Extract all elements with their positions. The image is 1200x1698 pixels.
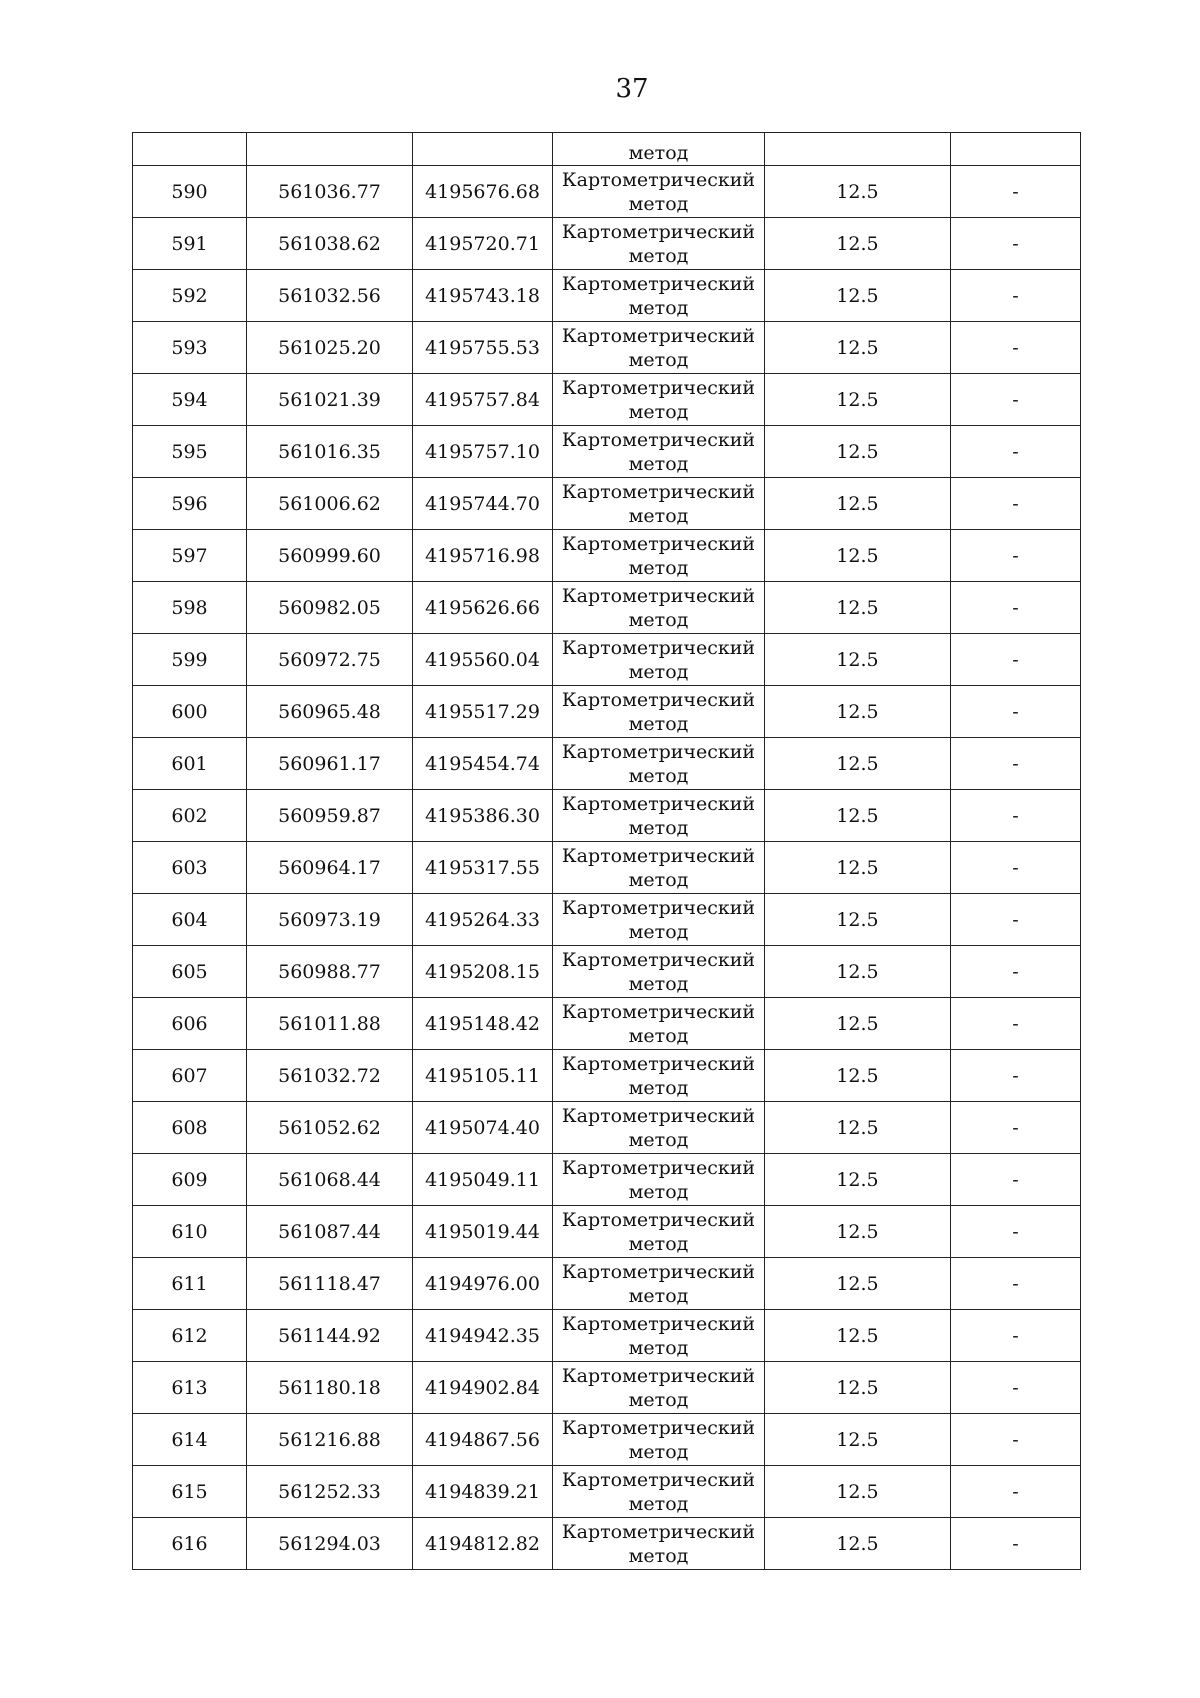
table-row	[133, 686, 1081, 738]
cell-note: -	[951, 1466, 1081, 1518]
table-row	[133, 270, 1081, 322]
cell-note: -	[951, 1362, 1081, 1414]
table-row	[133, 1466, 1081, 1518]
cell-method: Картометрический метод	[553, 894, 765, 946]
cell-x: 561052.62	[247, 1102, 413, 1154]
cell-accuracy: 12.5	[765, 1154, 951, 1206]
cell-accuracy: 12.5	[765, 1050, 951, 1102]
cell-note: -	[951, 270, 1081, 322]
cell-note: -	[951, 1154, 1081, 1206]
cell-y: 4195517.29	[413, 686, 553, 738]
cell-method: Картометрический метод	[553, 426, 765, 478]
table-row	[133, 1414, 1081, 1466]
cell-number: 596	[133, 478, 247, 530]
cell-y: 4195454.74	[413, 738, 553, 790]
cell-accuracy: 12.5	[765, 166, 951, 218]
cell-x: 560973.19	[247, 894, 413, 946]
cell-number: 592	[133, 270, 247, 322]
cell-x: 561021.39	[247, 374, 413, 426]
cell-x: 560988.77	[247, 946, 413, 998]
cell-x: 561032.72	[247, 1050, 413, 1102]
cell-method: Картометрический метод	[553, 530, 765, 582]
cell-number: 613	[133, 1362, 247, 1414]
cell-number: 615	[133, 1466, 247, 1518]
cell-method: Картометрический метод	[553, 1102, 765, 1154]
cell-accuracy: 12.5	[765, 1206, 951, 1258]
cell-y: 4195560.04	[413, 634, 553, 686]
cell-note: -	[951, 478, 1081, 530]
cell-number: 594	[133, 374, 247, 426]
cell-accuracy: 12.5	[765, 1362, 951, 1414]
cell-method: Картометрический метод	[553, 270, 765, 322]
cell-number: 591	[133, 218, 247, 270]
cell-accuracy: 12.5	[765, 322, 951, 374]
cell-note: -	[951, 1206, 1081, 1258]
table-row	[133, 1154, 1081, 1206]
cell-number: 606	[133, 998, 247, 1050]
cell-note: -	[951, 582, 1081, 634]
table-row	[133, 1102, 1081, 1154]
table-row	[133, 1258, 1081, 1310]
cell-y: 4195049.11	[413, 1154, 553, 1206]
cell-method: Картометрический метод	[553, 1362, 765, 1414]
cell-y: 4195755.53	[413, 322, 553, 374]
cell-accuracy: 12.5	[765, 634, 951, 686]
cell-x: 561118.47	[247, 1258, 413, 1310]
cell-note: -	[951, 1050, 1081, 1102]
cell-number: 593	[133, 322, 247, 374]
cell-number: 602	[133, 790, 247, 842]
table-row	[133, 582, 1081, 634]
cell-x: 560961.17	[247, 738, 413, 790]
cell-accuracy: 12.5	[765, 894, 951, 946]
cell-number: 597	[133, 530, 247, 582]
cell-note: -	[951, 946, 1081, 998]
cell-number: 616	[133, 1518, 247, 1570]
cell-note: -	[951, 1258, 1081, 1310]
cell-method: Картометрический метод	[553, 790, 765, 842]
cell-accuracy: 12.5	[765, 478, 951, 530]
cell-method: Картометрический метод	[553, 1050, 765, 1102]
table-row	[133, 998, 1081, 1050]
cell-accuracy: 12.5	[765, 842, 951, 894]
cell-note: -	[951, 894, 1081, 946]
cell-y: 4195105.11	[413, 1050, 553, 1102]
cell-note: -	[951, 634, 1081, 686]
cell-x: 561252.33	[247, 1466, 413, 1518]
cell-y: 4195386.30	[413, 790, 553, 842]
cell-accuracy: 12.5	[765, 270, 951, 322]
table-row	[133, 946, 1081, 998]
cell-y: 4195264.33	[413, 894, 553, 946]
table-row	[133, 1518, 1081, 1570]
cell-note: -	[951, 686, 1081, 738]
cell-accuracy: 12.5	[765, 998, 951, 1050]
cell-y: 4195208.15	[413, 946, 553, 998]
cell-note: -	[951, 1102, 1081, 1154]
cell-accuracy: 12.5	[765, 790, 951, 842]
cell-y: 4195676.68	[413, 166, 553, 218]
cell-y: 4195074.40	[413, 1102, 553, 1154]
table-row	[133, 478, 1081, 530]
cell-number: 604	[133, 894, 247, 946]
table-row	[133, 374, 1081, 426]
table-row	[133, 322, 1081, 374]
cell-y: 4195757.84	[413, 374, 553, 426]
cell-number: 607	[133, 1050, 247, 1102]
cell-x: 561216.88	[247, 1414, 413, 1466]
cell-y: 4195626.66	[413, 582, 553, 634]
cell-x: 561068.44	[247, 1154, 413, 1206]
cell-number	[133, 133, 247, 166]
cell-note	[951, 133, 1081, 166]
cell-note: -	[951, 166, 1081, 218]
cell-note: -	[951, 998, 1081, 1050]
cell-number: 601	[133, 738, 247, 790]
cell-x: 561032.56	[247, 270, 413, 322]
cell-x: 561038.62	[247, 218, 413, 270]
cell-method: метод	[553, 133, 765, 166]
cell-y: 4195757.10	[413, 426, 553, 478]
table-row	[133, 530, 1081, 582]
cell-y: 4195744.70	[413, 478, 553, 530]
cell-y: 4195743.18	[413, 270, 553, 322]
cell-x: 561144.92	[247, 1310, 413, 1362]
cell-note: -	[951, 426, 1081, 478]
cell-note: -	[951, 1310, 1081, 1362]
cell-number: 611	[133, 1258, 247, 1310]
cell-x	[247, 133, 413, 166]
table-row	[133, 790, 1081, 842]
cell-number: 605	[133, 946, 247, 998]
cell-x: 560982.05	[247, 582, 413, 634]
cell-number: 600	[133, 686, 247, 738]
cell-x: 560964.17	[247, 842, 413, 894]
cell-accuracy: 12.5	[765, 1102, 951, 1154]
cell-number: 599	[133, 634, 247, 686]
cell-y: 4195019.44	[413, 1206, 553, 1258]
cell-note: -	[951, 322, 1081, 374]
cell-accuracy: 12.5	[765, 686, 951, 738]
cell-method: Картометрический метод	[553, 998, 765, 1050]
cell-accuracy: 12.5	[765, 426, 951, 478]
cell-x: 561294.03	[247, 1518, 413, 1570]
cell-y: 4194867.56	[413, 1414, 553, 1466]
cell-note: -	[951, 1414, 1081, 1466]
cell-x: 561025.20	[247, 322, 413, 374]
cell-accuracy: 12.5	[765, 1258, 951, 1310]
cell-note: -	[951, 738, 1081, 790]
cell-method: Картометрический метод	[553, 946, 765, 998]
cell-method: Картометрический метод	[553, 1258, 765, 1310]
cell-accuracy: 12.5	[765, 1414, 951, 1466]
cell-x: 561180.18	[247, 1362, 413, 1414]
cell-accuracy: 12.5	[765, 374, 951, 426]
cell-note: -	[951, 374, 1081, 426]
cell-accuracy: 12.5	[765, 1518, 951, 1570]
table-row	[133, 1310, 1081, 1362]
cell-x: 560999.60	[247, 530, 413, 582]
cell-note: -	[951, 218, 1081, 270]
cell-method: Картометрический метод	[553, 1414, 765, 1466]
cell-method: Картометрический метод	[553, 738, 765, 790]
cell-y	[413, 133, 553, 166]
page-number: 37	[615, 74, 649, 104]
continuation-row	[133, 133, 1081, 166]
table-row	[133, 1206, 1081, 1258]
cell-y: 4195716.98	[413, 530, 553, 582]
cell-method: Картометрический метод	[553, 1466, 765, 1518]
table-row	[133, 218, 1081, 270]
cell-method: Картометрический метод	[553, 478, 765, 530]
cell-note: -	[951, 790, 1081, 842]
cell-y: 4194812.82	[413, 1518, 553, 1570]
cell-method: Картометрический метод	[553, 686, 765, 738]
cell-accuracy: 12.5	[765, 530, 951, 582]
cell-number: 608	[133, 1102, 247, 1154]
cell-method: Картометрический метод	[553, 322, 765, 374]
cell-y: 4195720.71	[413, 218, 553, 270]
cell-method: Картометрический метод	[553, 1206, 765, 1258]
cell-method: Картометрический метод	[553, 166, 765, 218]
table-row	[133, 1050, 1081, 1102]
cell-y: 4195317.55	[413, 842, 553, 894]
cell-accuracy: 12.5	[765, 218, 951, 270]
cell-method: Картометрический метод	[553, 582, 765, 634]
cell-number: 603	[133, 842, 247, 894]
cell-y: 4194839.21	[413, 1466, 553, 1518]
cell-accuracy: 12.5	[765, 738, 951, 790]
cell-accuracy: 12.5	[765, 582, 951, 634]
cell-number: 590	[133, 166, 247, 218]
cell-number: 614	[133, 1414, 247, 1466]
cell-method: Картометрический метод	[553, 1310, 765, 1362]
table-body	[133, 133, 1081, 1570]
cell-number: 612	[133, 1310, 247, 1362]
cell-method: Картометрический метод	[553, 374, 765, 426]
cell-accuracy: 12.5	[765, 1310, 951, 1362]
table-row	[133, 894, 1081, 946]
cell-number: 610	[133, 1206, 247, 1258]
cell-x: 560965.48	[247, 686, 413, 738]
table-row	[133, 634, 1081, 686]
cell-x: 560959.87	[247, 790, 413, 842]
cell-note: -	[951, 1518, 1081, 1570]
cell-accuracy	[765, 133, 951, 166]
cell-y: 4195148.42	[413, 998, 553, 1050]
table-row	[133, 842, 1081, 894]
cell-note: -	[951, 530, 1081, 582]
table-row	[133, 166, 1081, 218]
cell-method: Картометрический метод	[553, 1518, 765, 1570]
cell-number: 609	[133, 1154, 247, 1206]
cell-method: Картометрический метод	[553, 634, 765, 686]
cell-y: 4194902.84	[413, 1362, 553, 1414]
cell-x: 561036.77	[247, 166, 413, 218]
cell-note: -	[951, 842, 1081, 894]
cell-method: Картометрический метод	[553, 1154, 765, 1206]
coordinates-table	[132, 132, 1081, 1570]
cell-accuracy: 12.5	[765, 946, 951, 998]
cell-y: 4194976.00	[413, 1258, 553, 1310]
table-row	[133, 738, 1081, 790]
cell-number: 598	[133, 582, 247, 634]
cell-x: 561016.35	[247, 426, 413, 478]
cell-x: 561011.88	[247, 998, 413, 1050]
cell-method: Картометрический метод	[553, 842, 765, 894]
cell-x: 561087.44	[247, 1206, 413, 1258]
table-row	[133, 1362, 1081, 1414]
cell-x: 560972.75	[247, 634, 413, 686]
table-row	[133, 426, 1081, 478]
cell-accuracy: 12.5	[765, 1466, 951, 1518]
cell-number: 595	[133, 426, 247, 478]
cell-method: Картометрический метод	[553, 218, 765, 270]
cell-y: 4194942.35	[413, 1310, 553, 1362]
cell-x: 561006.62	[247, 478, 413, 530]
